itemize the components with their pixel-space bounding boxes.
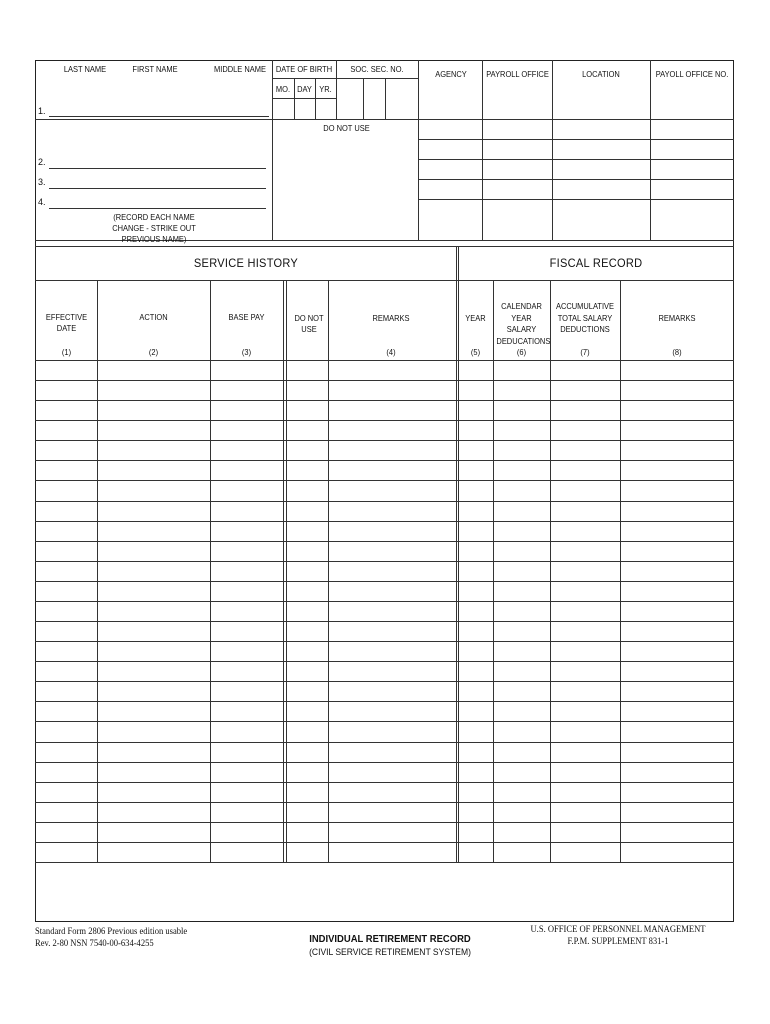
form-number-block (35, 926, 187, 950)
cell-do-not-use[interactable] (286, 661, 328, 681)
cell-year[interactable] (458, 400, 493, 420)
grid-line (418, 60, 419, 240)
grid-line (336, 60, 337, 120)
cell-effective-date[interactable] (36, 721, 97, 741)
cell-remarks-4[interactable] (328, 802, 456, 822)
cell-effective-date[interactable] (36, 440, 97, 460)
cell-accumulative-total[interactable] (550, 360, 620, 380)
cell-do-not-use[interactable] (286, 360, 328, 380)
name-line-1-number: 1. (38, 106, 46, 116)
cell-accumulative-total[interactable] (550, 802, 620, 822)
cell-remarks-4[interactable] (328, 762, 456, 782)
col-accumulative-total-label: ACCUMULATIVE TOTAL SALARY DEDUCTIONS (555, 301, 615, 334)
cell-action[interactable] (97, 360, 210, 380)
grid-line (363, 78, 364, 120)
cell-effective-date[interactable] (36, 380, 97, 400)
cell-accumulative-total[interactable] (550, 641, 620, 661)
cell-calendar-year-salary[interactable] (493, 842, 550, 862)
cell-action[interactable] (97, 782, 210, 802)
cell-base-pay[interactable] (210, 400, 283, 420)
cell-remarks-8[interactable] (620, 420, 734, 440)
cell-do-not-use[interactable] (286, 782, 328, 802)
cell-remarks-4[interactable] (328, 842, 456, 862)
cell-calendar-year-salary[interactable] (493, 541, 550, 561)
cell-remarks-8[interactable] (620, 782, 734, 802)
cell-do-not-use[interactable] (286, 601, 328, 621)
cell-do-not-use[interactable] (286, 641, 328, 661)
cell-calendar-year-salary[interactable] (493, 782, 550, 802)
cell-accumulative-total[interactable] (550, 782, 620, 802)
cell-effective-date[interactable] (36, 621, 97, 641)
cell-base-pay[interactable] (210, 480, 283, 500)
middle-name-label: MIDDLE NAME (214, 64, 266, 74)
cell-year[interactable] (458, 802, 493, 822)
cell-base-pay[interactable] (210, 822, 283, 842)
cell-do-not-use[interactable] (286, 701, 328, 721)
cell-calendar-year-salary[interactable] (493, 802, 550, 822)
cell-remarks-8[interactable] (620, 360, 734, 380)
cell-do-not-use[interactable] (286, 621, 328, 641)
grid-line (272, 98, 336, 99)
cell-action[interactable] (97, 480, 210, 500)
cell-do-not-use[interactable] (286, 440, 328, 460)
cell-action[interactable] (97, 742, 210, 762)
col-calendar-year-salary-label: CALENDAR YEAR SALARY DEDUCATIONS (496, 301, 551, 346)
cell-effective-date[interactable] (36, 480, 97, 500)
col-remarks-8-label: REMARKS (658, 313, 696, 323)
cell-base-pay[interactable] (210, 681, 283, 701)
cell-remarks-4[interactable] (328, 782, 456, 802)
cell-accumulative-total[interactable] (550, 380, 620, 400)
cell-base-pay[interactable] (210, 601, 283, 621)
col-number-6: (6) (516, 347, 527, 357)
cell-calendar-year-salary[interactable] (493, 360, 550, 380)
cell-calendar-year-salary[interactable] (493, 521, 550, 541)
cell-remarks-4[interactable] (328, 440, 456, 460)
grid-line (35, 280, 734, 281)
cell-action[interactable] (97, 541, 210, 561)
cell-year[interactable] (458, 621, 493, 641)
cell-year[interactable] (458, 762, 493, 782)
cell-remarks-8[interactable] (620, 561, 734, 581)
cell-year[interactable] (458, 742, 493, 762)
cell-calendar-year-salary[interactable] (493, 762, 550, 782)
col-year-label: YEAR (465, 313, 486, 323)
cell-effective-date[interactable] (36, 822, 97, 842)
cell-accumulative-total[interactable] (550, 601, 620, 621)
location-label: LOCATION (582, 69, 620, 79)
cell-remarks-8[interactable] (620, 480, 734, 500)
cell-remarks-4[interactable] (328, 420, 456, 440)
cell-action[interactable] (97, 721, 210, 741)
cell-calendar-year-salary[interactable] (493, 581, 550, 601)
cell-action[interactable] (97, 822, 210, 842)
cell-remarks-8[interactable] (620, 842, 734, 862)
cell-year[interactable] (458, 681, 493, 701)
grid-line (418, 159, 734, 160)
cell-effective-date[interactable] (36, 541, 97, 561)
cell-year[interactable] (458, 842, 493, 862)
grid-line (418, 139, 734, 140)
cell-action[interactable] (97, 521, 210, 541)
cell-calendar-year-salary[interactable] (493, 601, 550, 621)
cell-accumulative-total[interactable] (550, 681, 620, 701)
col-number-8: (8) (672, 347, 682, 357)
grid-line (283, 280, 284, 862)
cell-year[interactable] (458, 701, 493, 721)
cell-calendar-year-salary[interactable] (493, 380, 550, 400)
cell-action[interactable] (97, 842, 210, 862)
cell-do-not-use[interactable] (286, 581, 328, 601)
cell-remarks-8[interactable] (620, 762, 734, 782)
cell-accumulative-total[interactable] (550, 440, 620, 460)
cell-remarks-4[interactable] (328, 581, 456, 601)
grid-line (650, 60, 651, 240)
cell-action[interactable] (97, 380, 210, 400)
date-of-birth-label: DATE OF BIRTH (275, 64, 333, 74)
cell-remarks-4[interactable] (328, 480, 456, 500)
name-change-note: (RECORD EACH NAME CHANGE - STRIKE OUT PREVIOUS NAME) (112, 212, 196, 244)
cell-action[interactable] (97, 701, 210, 721)
cell-year[interactable] (458, 581, 493, 601)
cell-remarks-8[interactable] (620, 460, 734, 480)
payroll-office-no-label: PAYOLL OFFICE NO. (655, 69, 729, 79)
cell-do-not-use[interactable] (286, 762, 328, 782)
form-title-block (260, 933, 520, 959)
col-action-label: ACTION (139, 312, 168, 322)
cell-year[interactable] (458, 480, 493, 500)
cell-accumulative-total[interactable] (550, 762, 620, 782)
cell-action[interactable] (97, 440, 210, 460)
cell-remarks-4[interactable] (328, 360, 456, 380)
cell-calendar-year-salary[interactable] (493, 641, 550, 661)
cell-effective-date[interactable] (36, 581, 97, 601)
grid-line (482, 60, 483, 240)
cell-base-pay[interactable] (210, 581, 283, 601)
name-line-3-number: 3. (38, 177, 46, 187)
col-effective-date-label: EFFECTIVE DATE (45, 312, 88, 333)
cell-effective-date[interactable] (36, 782, 97, 802)
cell-accumulative-total[interactable] (550, 661, 620, 681)
fiscal-record-title: FISCAL RECORD (549, 256, 643, 270)
name-line-2[interactable] (49, 168, 266, 169)
form-subtitle: (CIVIL SERVICE RETIREMENT SYSTEM) (309, 947, 471, 958)
cell-calendar-year-salary[interactable] (493, 721, 550, 741)
cell-year[interactable] (458, 561, 493, 581)
cell-calendar-year-salary[interactable] (493, 742, 550, 762)
cell-base-pay[interactable] (210, 641, 283, 661)
cell-effective-date[interactable] (36, 742, 97, 762)
cell-calendar-year-salary[interactable] (493, 661, 550, 681)
cell-effective-date[interactable] (36, 460, 97, 480)
service-history-title: SERVICE HISTORY (193, 256, 299, 270)
col-number-4: (4) (386, 347, 396, 357)
cell-remarks-8[interactable] (620, 681, 734, 701)
last-name-label: LAST NAME (63, 64, 107, 74)
cell-remarks-8[interactable] (620, 501, 734, 521)
cell-calendar-year-salary[interactable] (493, 480, 550, 500)
cell-calendar-year-salary[interactable] (493, 420, 550, 440)
cell-calendar-year-salary[interactable] (493, 701, 550, 721)
cell-remarks-4[interactable] (328, 822, 456, 842)
grid-line (336, 78, 418, 79)
cell-remarks-8[interactable] (620, 661, 734, 681)
cell-accumulative-total[interactable] (550, 400, 620, 420)
cell-accumulative-total[interactable] (550, 541, 620, 561)
cell-accumulative-total[interactable] (550, 501, 620, 521)
cell-remarks-4[interactable] (328, 661, 456, 681)
cell-base-pay[interactable] (210, 541, 283, 561)
col-number-2: (2) (148, 347, 159, 357)
cell-year[interactable] (458, 440, 493, 460)
cell-do-not-use[interactable] (286, 681, 328, 701)
cell-action[interactable] (97, 681, 210, 701)
cell-year[interactable] (458, 460, 493, 480)
grid-line (456, 246, 457, 862)
cell-base-pay[interactable] (210, 380, 283, 400)
cell-remarks-8[interactable] (620, 621, 734, 641)
cell-year[interactable] (458, 420, 493, 440)
cell-year[interactable] (458, 541, 493, 561)
cell-accumulative-total[interactable] (550, 842, 620, 862)
cell-action[interactable] (97, 802, 210, 822)
cell-action[interactable] (97, 601, 210, 621)
col-do-not-use-label: DO NOT USE (294, 313, 324, 334)
cell-do-not-use[interactable] (286, 380, 328, 400)
cell-do-not-use[interactable] (286, 561, 328, 581)
form-number-line1: Standard Form 2806 Previous edition usable (35, 927, 188, 937)
issuing-agency-block (519, 924, 717, 948)
cell-do-not-use[interactable] (286, 802, 328, 822)
cell-remarks-8[interactable] (620, 701, 734, 721)
issuing-agency-line1: U.S. OFFICE OF PERSONNEL MANAGEMENT (530, 925, 706, 935)
cell-year[interactable] (458, 360, 493, 380)
do-not-use-label: DO NOT USE (323, 123, 370, 133)
cell-accumulative-total[interactable] (550, 822, 620, 842)
cell-year[interactable] (458, 661, 493, 681)
dob-day-label: DAY (297, 84, 312, 94)
cell-do-not-use[interactable] (286, 842, 328, 862)
cell-accumulative-total[interactable] (550, 561, 620, 581)
cell-base-pay[interactable] (210, 360, 283, 380)
grid-line (272, 78, 336, 79)
cell-base-pay[interactable] (210, 802, 283, 822)
grid-line (35, 119, 734, 120)
name-line-4[interactable] (49, 208, 266, 209)
cell-effective-date[interactable] (36, 802, 97, 822)
issuing-agency-line2: F.P.M. SUPPLEMENT 831-1 (567, 937, 669, 947)
grid-line (35, 862, 734, 863)
cell-effective-date[interactable] (36, 762, 97, 782)
cell-remarks-4[interactable] (328, 721, 456, 741)
grid-line (418, 199, 734, 200)
cell-remarks-4[interactable] (328, 400, 456, 420)
name-line-1[interactable] (49, 116, 269, 117)
col-remarks-4-label: REMARKS (372, 313, 410, 323)
cell-action[interactable] (97, 420, 210, 440)
cell-remarks-8[interactable] (620, 641, 734, 661)
cell-remarks-4[interactable] (328, 501, 456, 521)
agency-label: AGENCY (435, 69, 467, 79)
col-number-5: (5) (470, 347, 481, 357)
cell-effective-date[interactable] (36, 521, 97, 541)
cell-effective-date[interactable] (36, 601, 97, 621)
cell-do-not-use[interactable] (286, 822, 328, 842)
cell-year[interactable] (458, 501, 493, 521)
cell-calendar-year-salary[interactable] (493, 440, 550, 460)
cell-base-pay[interactable] (210, 742, 283, 762)
cell-do-not-use[interactable] (286, 501, 328, 521)
cell-remarks-4[interactable] (328, 621, 456, 641)
cell-remarks-8[interactable] (620, 742, 734, 762)
cell-do-not-use[interactable] (286, 460, 328, 480)
cell-do-not-use[interactable] (286, 721, 328, 741)
cell-action[interactable] (97, 501, 210, 521)
cell-remarks-8[interactable] (620, 581, 734, 601)
cell-year[interactable] (458, 822, 493, 842)
cell-accumulative-total[interactable] (550, 480, 620, 500)
cell-remarks-4[interactable] (328, 681, 456, 701)
cell-do-not-use[interactable] (286, 541, 328, 561)
cell-action[interactable] (97, 762, 210, 782)
cell-accumulative-total[interactable] (550, 621, 620, 641)
cell-action[interactable] (97, 460, 210, 480)
cell-do-not-use[interactable] (286, 400, 328, 420)
cell-base-pay[interactable] (210, 782, 283, 802)
cell-do-not-use[interactable] (286, 480, 328, 500)
cell-calendar-year-salary[interactable] (493, 621, 550, 641)
cell-base-pay[interactable] (210, 501, 283, 521)
cell-calendar-year-salary[interactable] (493, 501, 550, 521)
grid-line (385, 78, 386, 120)
cell-remarks-8[interactable] (620, 822, 734, 842)
cell-action[interactable] (97, 581, 210, 601)
cell-year[interactable] (458, 721, 493, 741)
cell-accumulative-total[interactable] (550, 420, 620, 440)
cell-base-pay[interactable] (210, 721, 283, 741)
cell-remarks-8[interactable] (620, 440, 734, 460)
cell-base-pay[interactable] (210, 762, 283, 782)
cell-calendar-year-salary[interactable] (493, 400, 550, 420)
grid-line (552, 60, 553, 240)
cell-effective-date[interactable] (36, 400, 97, 420)
cell-calendar-year-salary[interactable] (493, 561, 550, 581)
cell-base-pay[interactable] (210, 661, 283, 681)
cell-year[interactable] (458, 521, 493, 541)
first-name-label: FIRST NAME (132, 64, 178, 74)
cell-do-not-use[interactable] (286, 521, 328, 541)
cell-remarks-4[interactable] (328, 742, 456, 762)
name-line-4-number: 4. (38, 197, 46, 207)
cell-accumulative-total[interactable] (550, 460, 620, 480)
cell-effective-date[interactable] (36, 420, 97, 440)
cell-remarks-8[interactable] (620, 541, 734, 561)
cell-calendar-year-salary[interactable] (493, 460, 550, 480)
grid-line (418, 179, 734, 180)
dob-year-label: YR. (319, 84, 332, 94)
cell-accumulative-total[interactable] (550, 521, 620, 541)
form-title: INDIVIDUAL RETIREMENT RECORD (309, 933, 471, 945)
cell-remarks-8[interactable] (620, 721, 734, 741)
cell-remarks-8[interactable] (620, 400, 734, 420)
cell-base-pay[interactable] (210, 420, 283, 440)
col-number-7: (7) (580, 347, 590, 357)
cell-calendar-year-salary[interactable] (493, 681, 550, 701)
name-line-2-number: 2. (38, 157, 46, 167)
cell-effective-date[interactable] (36, 842, 97, 862)
cell-remarks-4[interactable] (328, 641, 456, 661)
cell-action[interactable] (97, 561, 210, 581)
cell-remarks-4[interactable] (328, 561, 456, 581)
cell-remarks-4[interactable] (328, 460, 456, 480)
cell-effective-date[interactable] (36, 661, 97, 681)
col-number-1: (1) (61, 347, 72, 357)
cell-do-not-use[interactable] (286, 420, 328, 440)
cell-base-pay[interactable] (210, 561, 283, 581)
cell-action[interactable] (97, 621, 210, 641)
cell-base-pay[interactable] (210, 621, 283, 641)
cell-remarks-8[interactable] (620, 802, 734, 822)
cell-effective-date[interactable] (36, 641, 97, 661)
cell-effective-date[interactable] (36, 681, 97, 701)
payroll-office-label: PAYROLL OFFICE (486, 69, 549, 79)
cell-remarks-8[interactable] (620, 521, 734, 541)
cell-year[interactable] (458, 641, 493, 661)
cell-calendar-year-salary[interactable] (493, 822, 550, 842)
cell-base-pay[interactable] (210, 521, 283, 541)
cell-remarks-4[interactable] (328, 701, 456, 721)
cell-remarks-4[interactable] (328, 601, 456, 621)
cell-accumulative-total[interactable] (550, 721, 620, 741)
cell-remarks-8[interactable] (620, 601, 734, 621)
cell-remarks-4[interactable] (328, 541, 456, 561)
cell-effective-date[interactable] (36, 561, 97, 581)
cell-remarks-4[interactable] (328, 380, 456, 400)
cell-remarks-4[interactable] (328, 521, 456, 541)
dob-month-label: MO. (275, 84, 291, 94)
cell-year[interactable] (458, 782, 493, 802)
cell-remarks-8[interactable] (620, 380, 734, 400)
grid-line (35, 246, 734, 247)
cell-action[interactable] (97, 400, 210, 420)
cell-base-pay[interactable] (210, 440, 283, 460)
cell-effective-date[interactable] (36, 701, 97, 721)
form-number-line2: Rev. 2-80 NSN 7540-00-634-4255 (35, 939, 154, 949)
cell-action[interactable] (97, 641, 210, 661)
cell-year[interactable] (458, 601, 493, 621)
col-number-3: (3) (241, 347, 252, 357)
cell-base-pay[interactable] (210, 842, 283, 862)
cell-base-pay[interactable] (210, 701, 283, 721)
cell-action[interactable] (97, 661, 210, 681)
cell-effective-date[interactable] (36, 501, 97, 521)
cell-effective-date[interactable] (36, 360, 97, 380)
cell-accumulative-total[interactable] (550, 701, 620, 721)
col-base-pay-label: BASE PAY (228, 312, 265, 322)
cell-accumulative-total[interactable] (550, 742, 620, 762)
cell-do-not-use[interactable] (286, 742, 328, 762)
name-line-3[interactable] (49, 188, 266, 189)
cell-accumulative-total[interactable] (550, 581, 620, 601)
cell-year[interactable] (458, 380, 493, 400)
cell-base-pay[interactable] (210, 460, 283, 480)
ssn-label: SOC. SEC. NO. (350, 64, 404, 74)
